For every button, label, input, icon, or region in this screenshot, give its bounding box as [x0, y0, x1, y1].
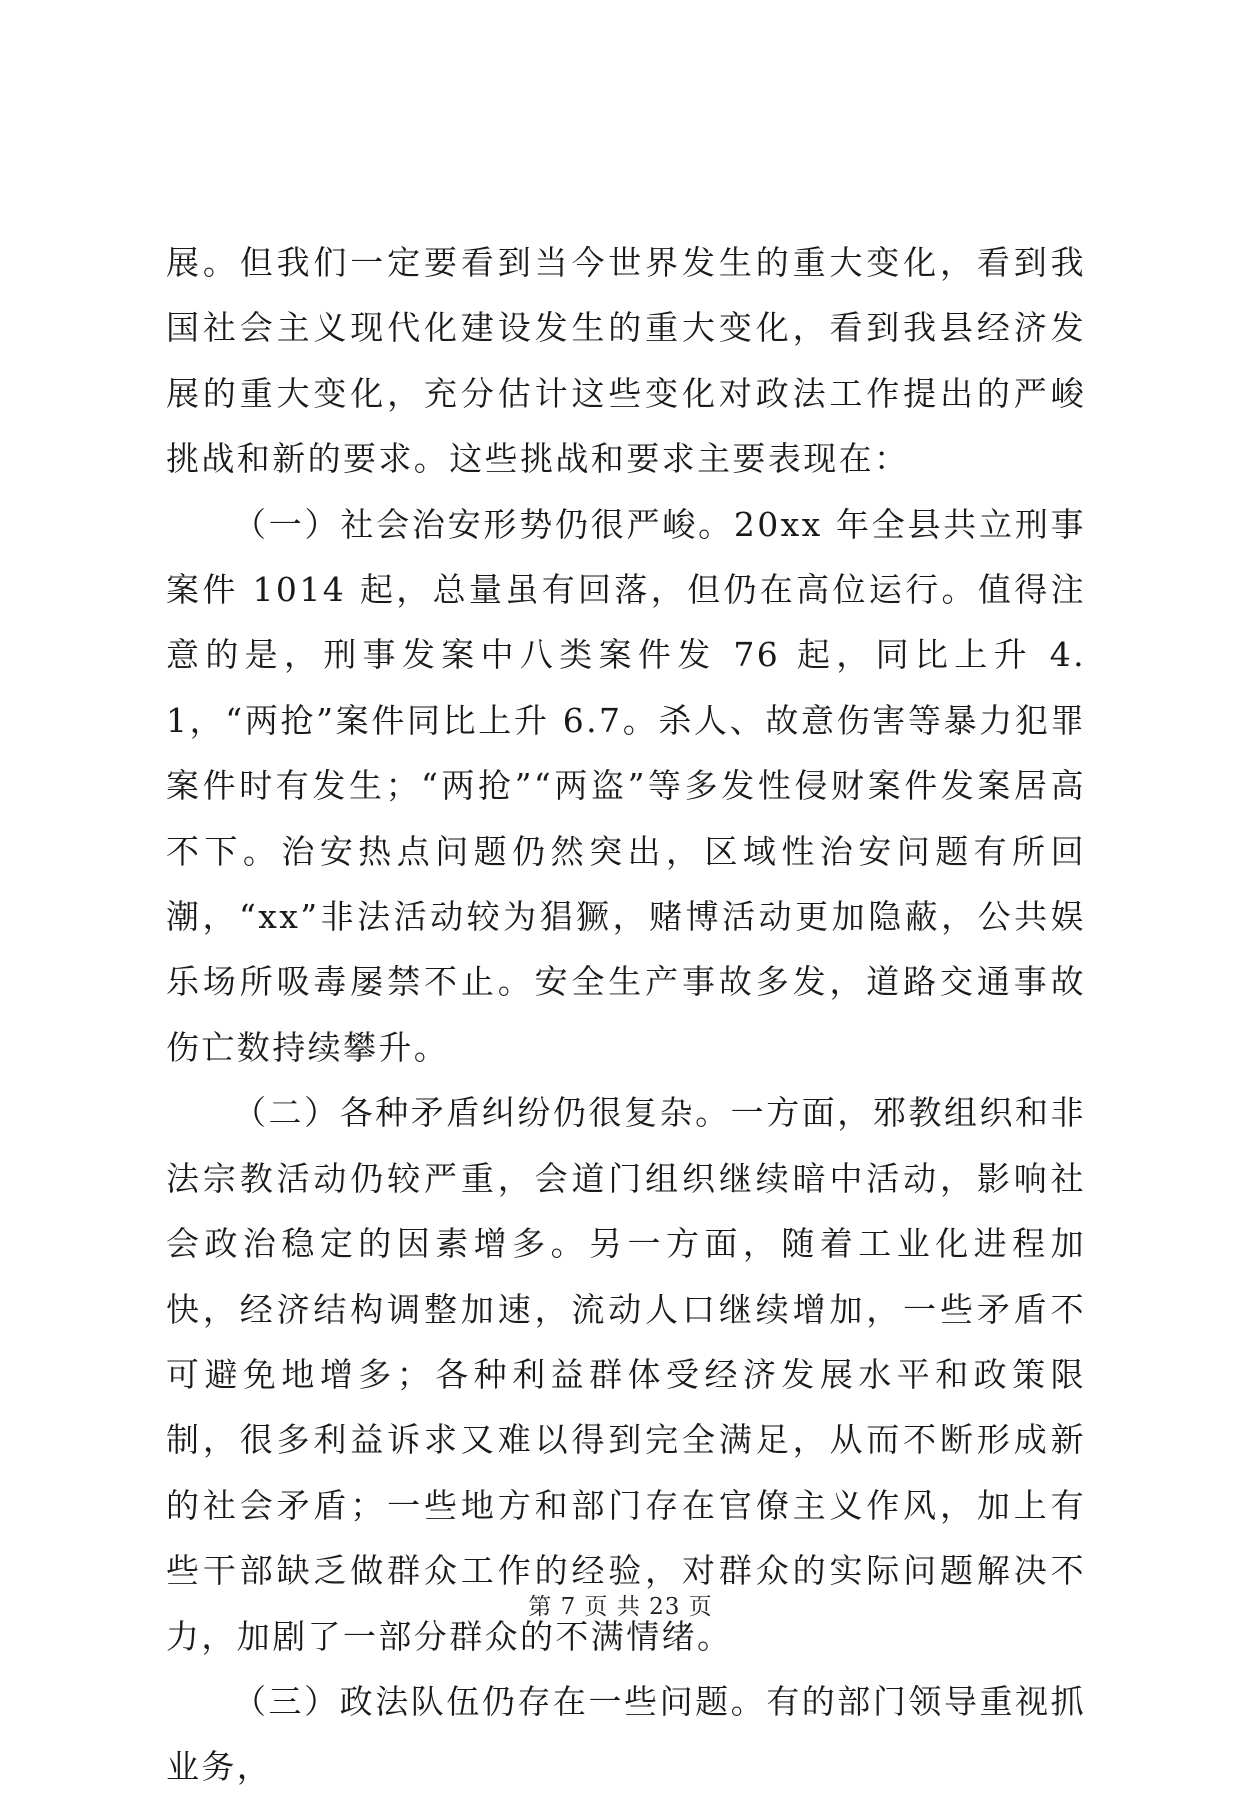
- page-number-footer: 第 7 页 共 23 页: [528, 1594, 713, 1620]
- paragraph-conflicts: （二）各种矛盾纠纷仍很复杂。一方面，邪教组织和非法宗教活动仍较严重，会道门组织继续暗中活动，影响社会政治稳定的因素增多。另一方面，随着工业化进程加快，经济结构调整加速，流动人口继续增加，一些矛盾不可避免地增多；各种利益群体受经济发展水平和政策限制，很多利益诉求又难以得到完全满足，从而不断形成新的社会矛盾；一些地方和部门存在官僚主义作风，加上有些干部缺乏做群众工作的经验，对群众的实际问题解决不力，加剧了一部分群众的不满情绪。: [166, 1093, 1086, 1656]
- paragraph-continuation: 展。但我们一定要看到当今世界发生的重大变化，看到我国社会主义现代化建设发生的重大变化，看到我县经济发展的重大变化，充分估计这些变化对政法工作提出的严峻挑战和新的要求。这些挑战和要求主要表现在：: [166, 243, 1086, 479]
- paragraph-public-security: （一）社会治安形势仍很严峻。20xx 年全县共立刑事案件 1014 起，总量虽有回落，但仍在高位运行。值得注意的是，刑事发案中八类案件发 76 起，同比上升 4.1，“两抢”案件同比上升 6.7。杀人、故意伤害等暴力犯罪案件时有发生；“两抢”“两盗”等多发性侵财案件发案居高不下。治安热点问题仍然突出，区域性治安问题有所回潮，“xx”非法活动较为猖獗，赌博活动更加隐蔽，公共娱乐场所吸毒屡禁不止。安全生产事故多发，道路交通事故伤亡数持续攀升。: [166, 504, 1086, 1067]
- document-body: [166, 230, 1086, 1800]
- paragraph-team-issues: （三）政法队伍仍存在一些问题。有的部门领导重视抓业务，: [166, 1681, 1086, 1787]
